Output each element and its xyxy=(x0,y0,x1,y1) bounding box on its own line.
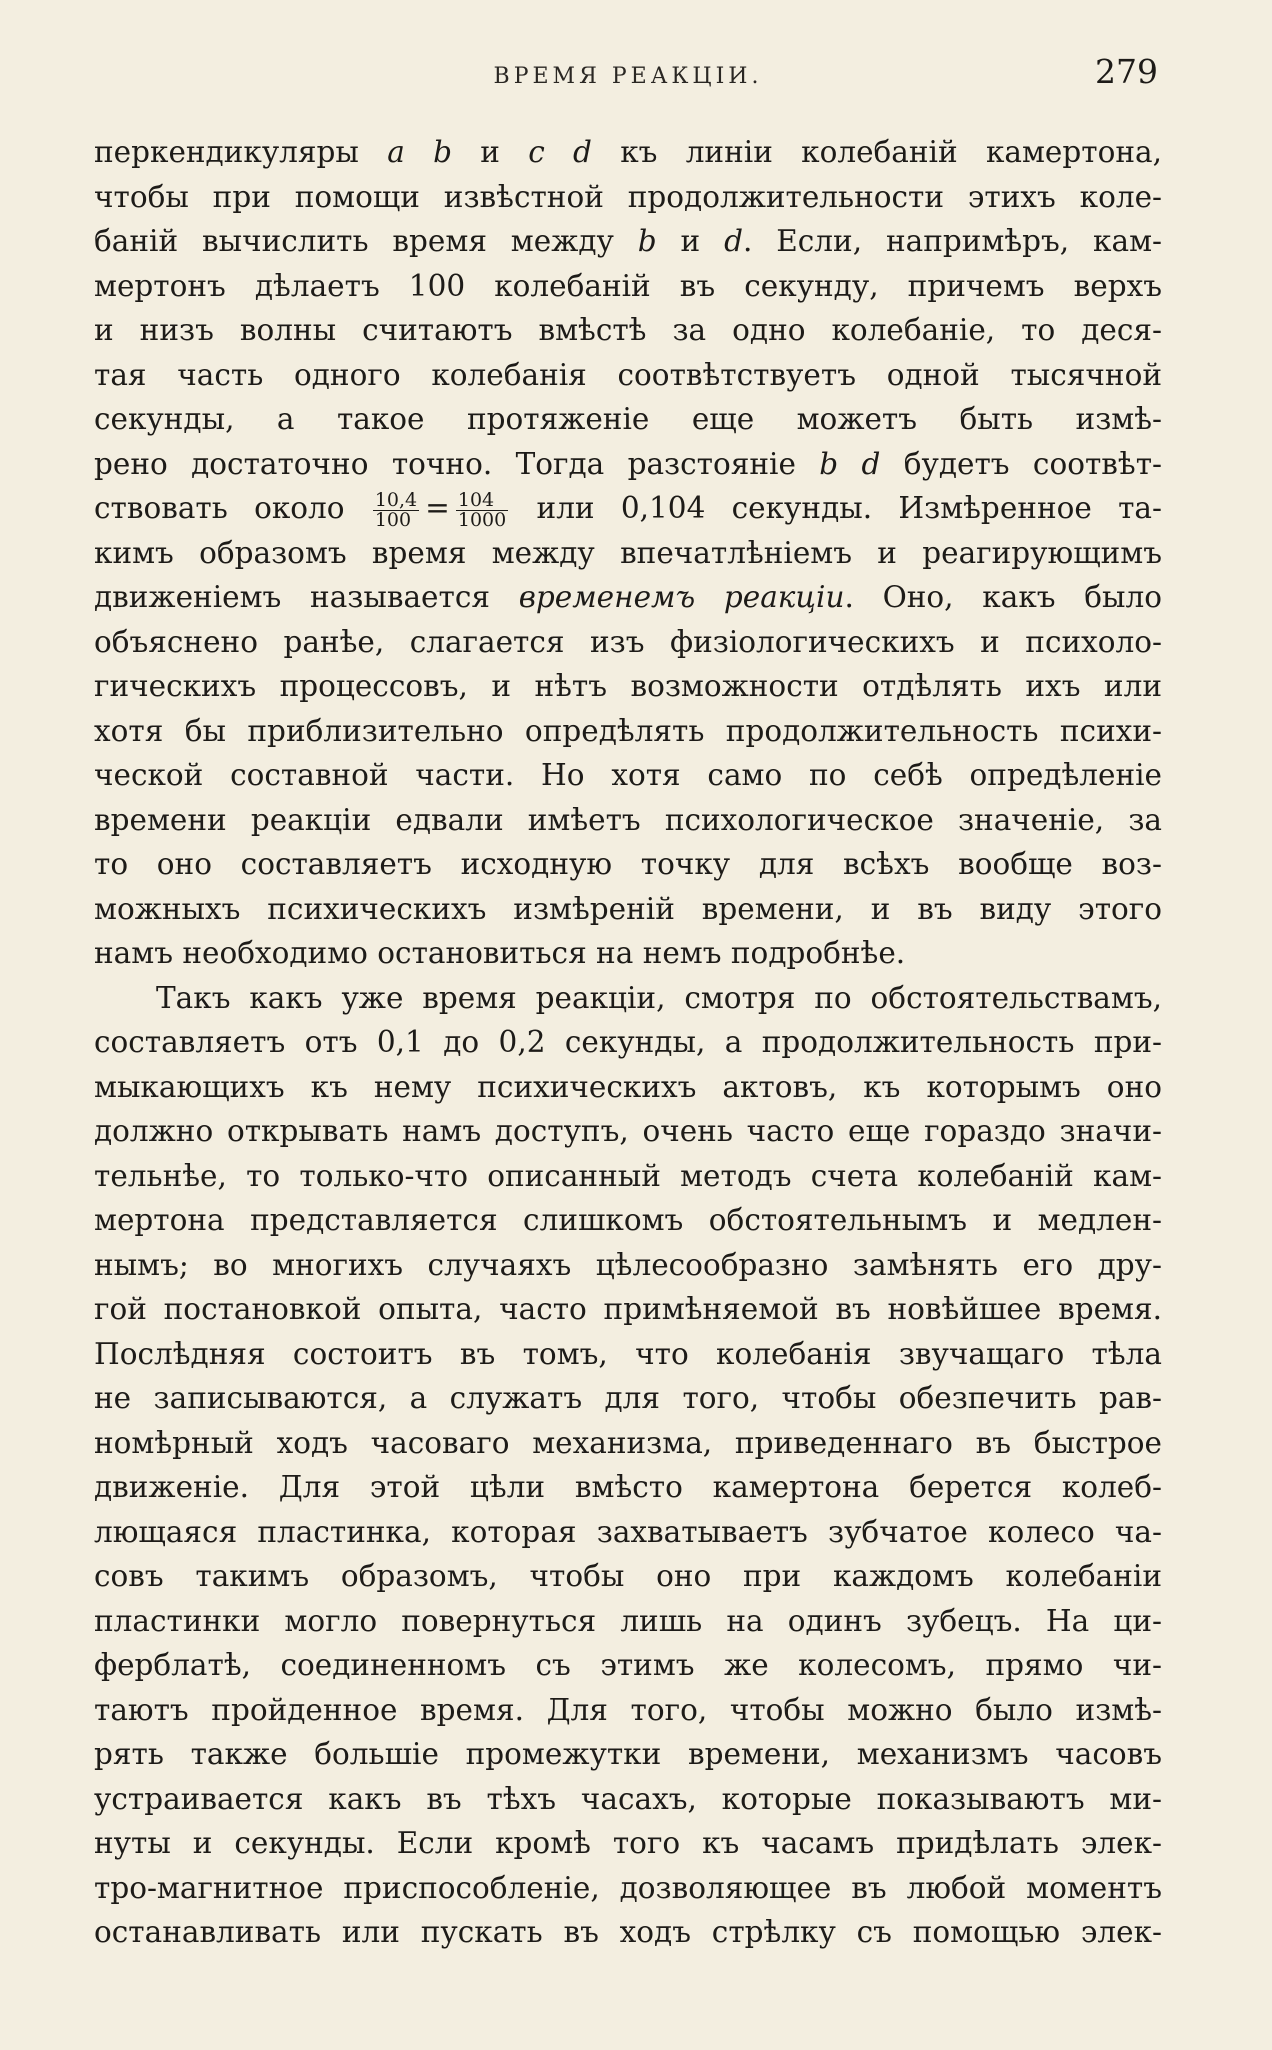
text-line-13: гическихъ процессовъ, и нѣтъ возможности отдѣлять ихъ или xyxy=(94,669,1162,703)
text-line-9: ствовать около $\frac{10,4}{100}$ = $\frac{104}{1000}$ или 0,104 секунды. Измѣренное та- xyxy=(94,488,1162,531)
text-line-2: чтобы при помощи извѣстной продолжительности этихъ коле- xyxy=(94,179,1162,214)
text-line-24: тельнѣе, то только-что описанный методъ счета колебаній кам- xyxy=(94,1158,1162,1193)
page-number: 279 xyxy=(1095,52,1158,91)
text-line-16: времени реакціи едвали имѣетъ психологическое значеніе, за xyxy=(94,802,1162,837)
text-line-34: пластинки могло повернуться лишь на одинъ зубецъ. На ци- xyxy=(94,1603,1162,1638)
text-line-18: можныхъ психическихъ измѣреній времени, и въ виду этого xyxy=(94,891,1162,926)
text-line-19: намъ необходимо остановиться на немъ подробнѣе. xyxy=(94,936,906,970)
text-line-3: баній вычислить время между b и d. Если, напримѣръ, кам- xyxy=(94,224,1162,258)
running-head: ВРЕМЯ РЕАКЦІИ. xyxy=(493,64,763,89)
fraction-10-4-over-100: $\frac{10,4}{100}$ xyxy=(374,488,418,531)
text-line-22: мыкающихъ къ нему психическихъ актовъ, къ которымъ оно xyxy=(94,1069,1162,1104)
text-line-33: совъ такимъ образомъ, чтобы оно при каждомъ колебаніи xyxy=(94,1559,1162,1593)
text-line-14: хотя бы приблизительно опредѣлять продолжительность психи- xyxy=(94,713,1162,748)
text-line-40: тро-магнитное приспособленіе, дозволяющее въ любой моментъ xyxy=(94,1870,1162,1905)
text-line-8: рено достаточно точно. Тогда разстояніе b d будетъ соотвѣт- xyxy=(94,446,1162,481)
text-line-23: должно открывать намъ доступъ, очень часто еще гораздо значи- xyxy=(94,1114,1162,1148)
text-line-4: мертонъ дѣлаетъ 100 колебаній въ секунду, причемъ верхъ xyxy=(94,268,1162,303)
text-line-36: таютъ пройденное время. Для того, чтобы можно было измѣ- xyxy=(94,1692,1162,1727)
text-line-17: то оно составляетъ исходную точку для всѣхъ вообще воз- xyxy=(94,847,1162,881)
text-line-20: Такъ какъ уже время реакціи, смотря по обстоятельствамъ, xyxy=(156,980,1162,1015)
text-line-28: Послѣдняя состоитъ въ томъ, что колебанія звучащаго тѣла xyxy=(94,1336,1162,1371)
text-line-30: номѣрный ходъ часоваго механизма, приведеннаго въ быстрое xyxy=(94,1425,1162,1460)
text-line-41: останавливать или пускать въ ходъ стрѣлку съ помощью элек- xyxy=(94,1915,1162,1949)
text-line-32: лющаяся пластинка, которая захватываетъ зубчатое колесо ча- xyxy=(94,1514,1162,1549)
text-line-1: перкендикуляры a b и c d къ линіи колебаній камертона, xyxy=(94,135,1162,169)
text-line-29: не записываются, а служатъ для того, чтобы обезпечить рав- xyxy=(94,1381,1162,1415)
text-line-26: нымъ; во многихъ случаяхъ цѣлесообразно замѣнять его дру- xyxy=(94,1247,1162,1282)
text-line-38: устраивается какъ въ тѣхъ часахъ, которые показываютъ ми- xyxy=(94,1781,1162,1816)
fraction-104-over-1000: $\frac{104}{1000}$ xyxy=(457,488,507,531)
text-line-39: нуты и секунды. Если кромѣ того къ часамъ придѣлать элек- xyxy=(94,1826,1162,1860)
text-line-21: составляетъ отъ 0,1 до 0,2 секунды, а продолжительность при- xyxy=(94,1025,1162,1059)
text-line-7: секунды, а такое протяженіе еще можетъ быть измѣ- xyxy=(94,402,1162,436)
text-line-6: тая часть одного колебанія соотвѣтствуетъ одной тысячной xyxy=(94,357,1162,392)
text-line-10: кимъ образомъ время между впечатлѣніемъ и реагирующимъ xyxy=(94,535,1162,570)
text-line-25: мертона представляется слишкомъ обстоятельнымъ и медлен- xyxy=(94,1203,1162,1237)
text-line-11: движеніемъ называется временемъ реакціи. Оно, какъ было xyxy=(94,580,1162,614)
page-body xyxy=(94,130,1162,1955)
text-line-12: объяснено ранѣе, слагается изъ физіологическихъ и психоло- xyxy=(94,624,1162,659)
text-line-31: движеніе. Для этой цѣли вмѣсто камертона берется колеб- xyxy=(94,1470,1162,1504)
page-header xyxy=(94,52,1162,96)
text-line-15: ческой составной части. Но хотя само по себѣ опредѣленіе xyxy=(94,758,1162,792)
text-line-35: ферблатѣ, соединенномъ съ этимъ же колесомъ, прямо чи- xyxy=(94,1648,1162,1682)
text-line-37: рять также большіе промежутки времени, механизмъ часовъ xyxy=(94,1737,1162,1771)
text-line-5: и низъ волны считаютъ вмѣстѣ за одно колебаніе, то деся- xyxy=(94,313,1162,347)
text-line-27: гой постановкой опыта, часто примѣняемой въ новѣйшее время. xyxy=(94,1292,1162,1326)
